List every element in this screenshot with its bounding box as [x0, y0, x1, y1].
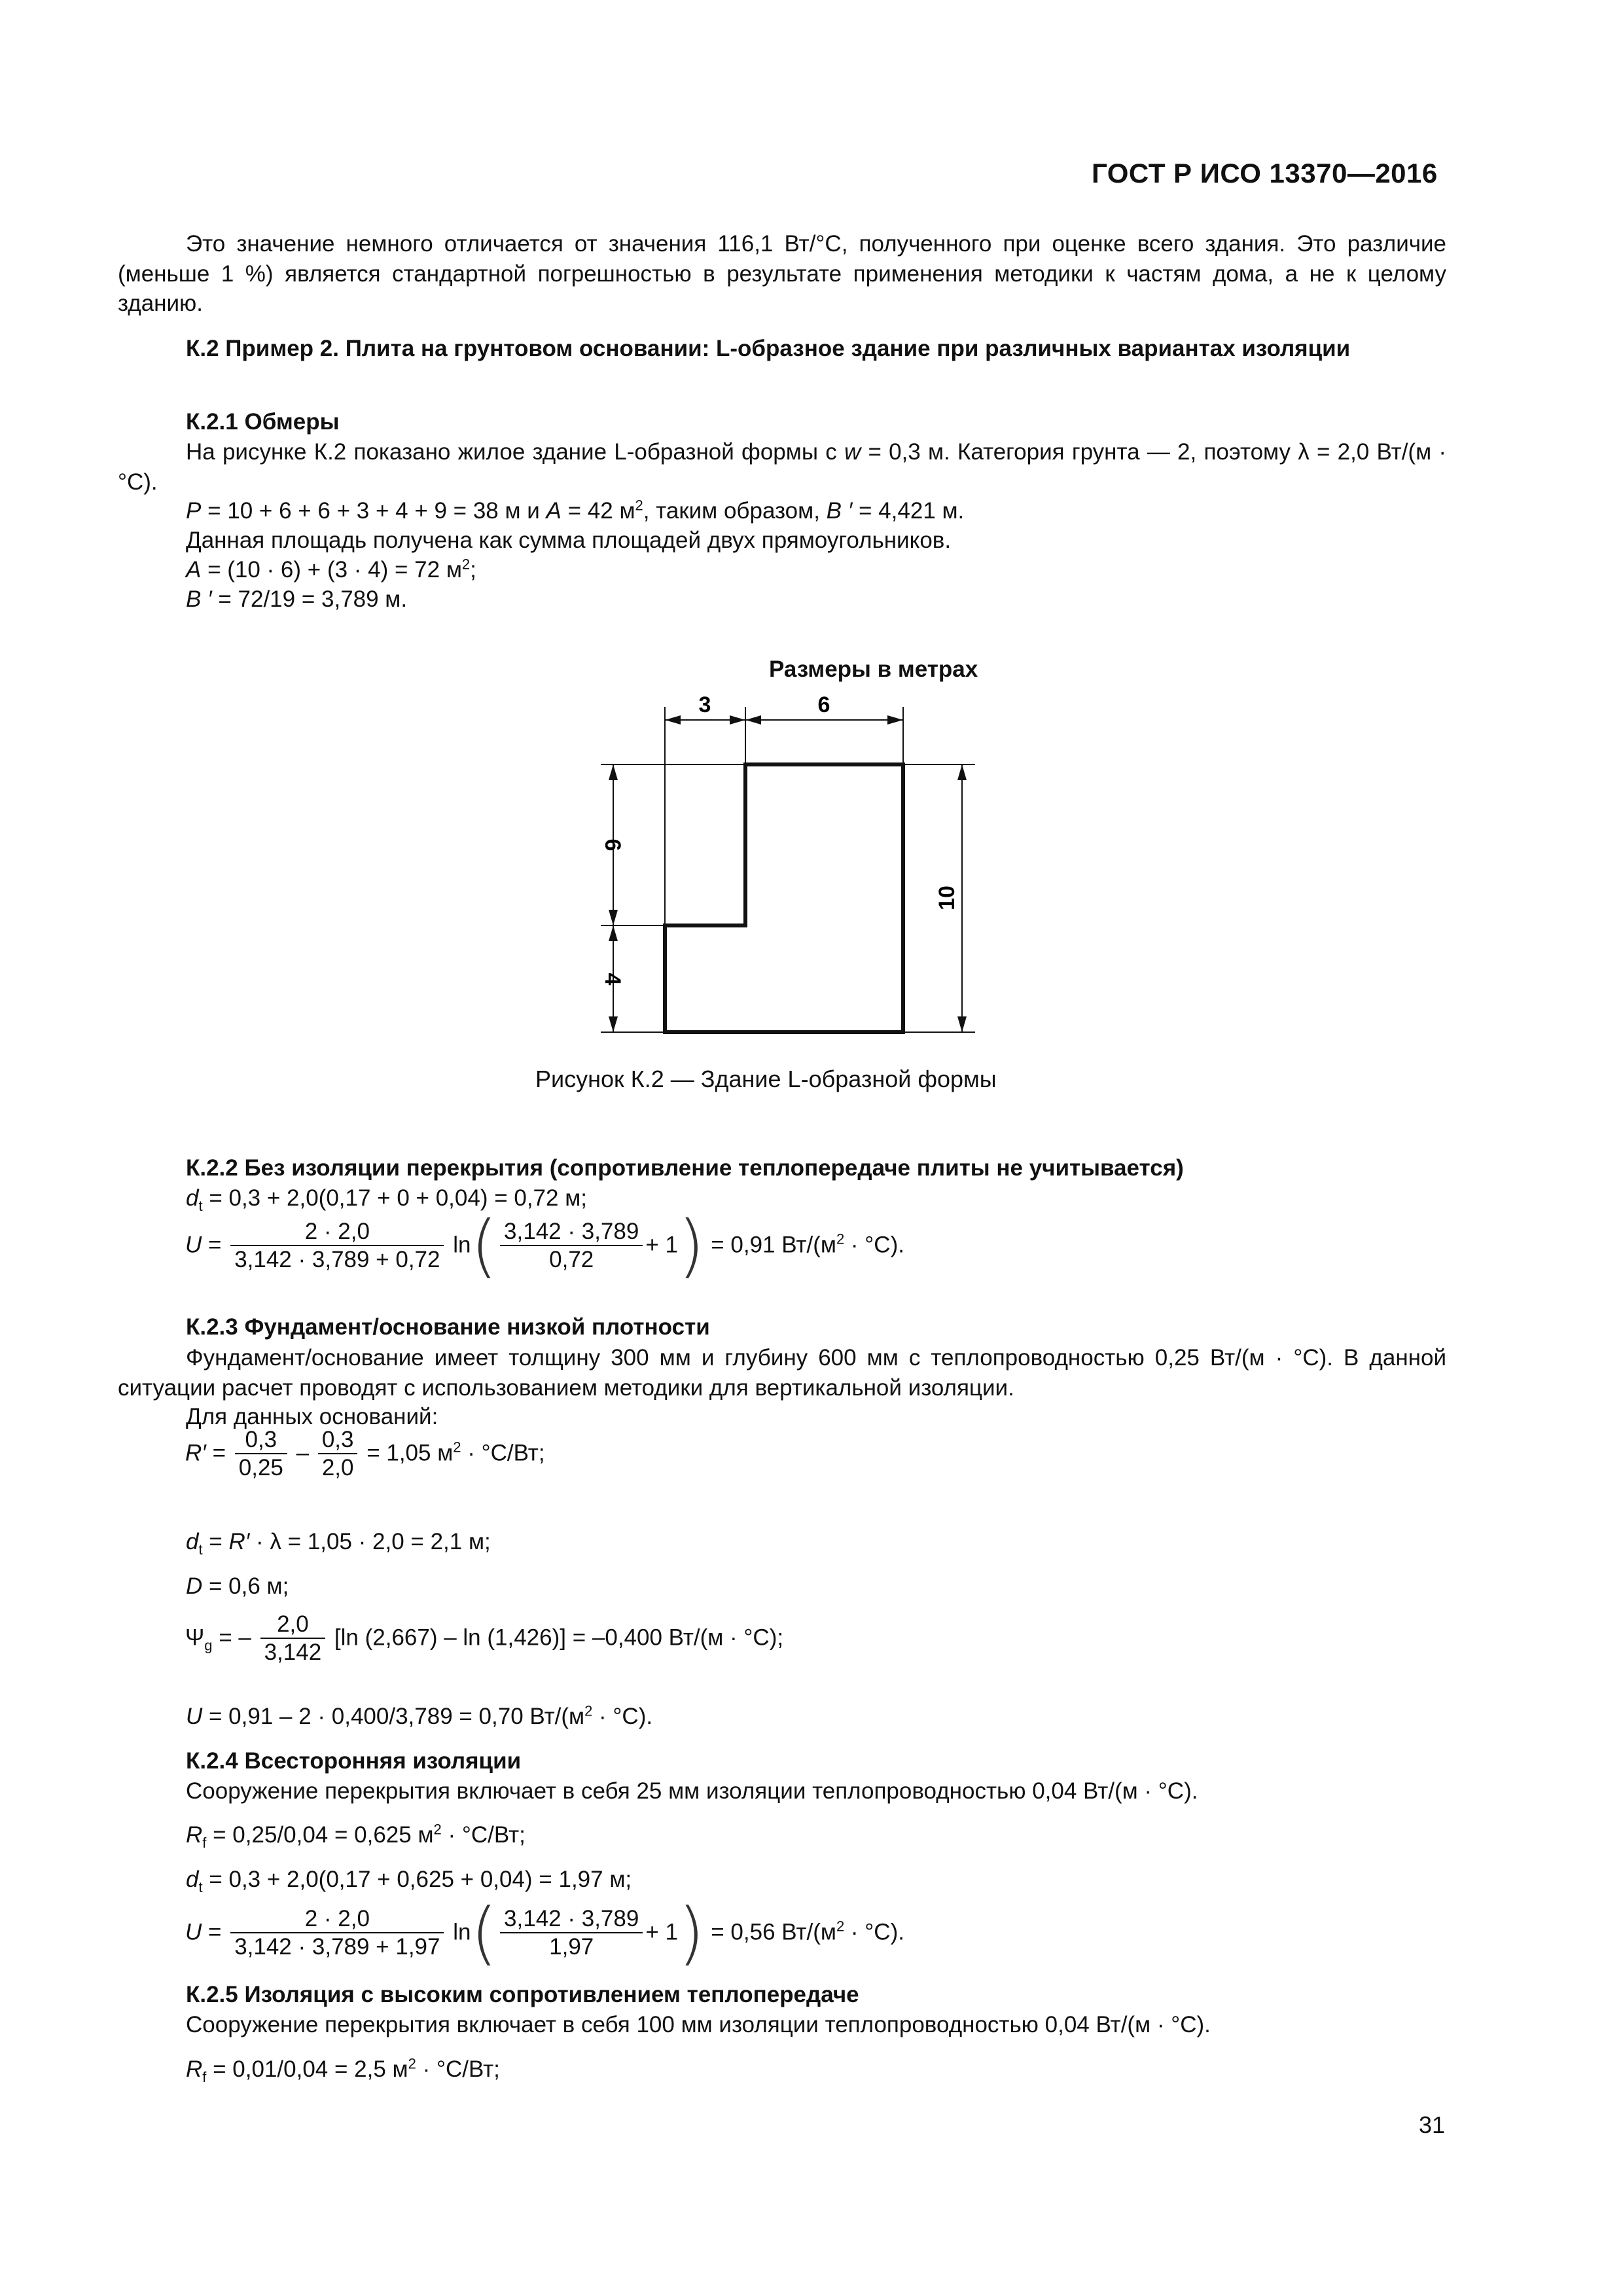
arrow-left-3	[609, 925, 618, 941]
k23-r-equation: R′ = $\frac{0,3}{0,25}$ – $\frac{0,3}{2,0}$ = 1,05 $м^2 \cdot ^\circ С/Вт$;	[185, 1427, 545, 1481]
section-k22-heading: К.2.2 Без изоляции перекрытия (сопротивление теплопередаче плиты не учитывается)	[186, 1155, 1184, 1181]
k23-dt-line: $d_t = R' \cdot \lambda = 1,05 \cdot 2,0 = 2,1$ м;	[186, 1529, 491, 1558]
k23-psi-equation: $\Psi_g$ = – $\frac{2,0}{3,142}$ [ln (2,667) – ln (1,426)] = –0,400 Вт/(м · °С);	[185, 1611, 784, 1666]
k24-u-fraction: $\frac{2 \cdot 2,0}{3,142 \cdot 3,789 + 1,97}$	[230, 1906, 444, 1961]
section-k25-heading: К.2.5 Изоляция с высоким сопротивлением теплопередаче	[186, 1982, 859, 2007]
k24-paragraph: Сооружение перекрытия включает в себя 25 мм изоляции теплопроводностью 0,04 Вт/(м · °С).	[186, 1778, 1198, 1804]
k23-r-fraction-1: $\frac{0,3}{0,25}$	[235, 1427, 287, 1482]
k22-ln-fraction: $\frac{3,142 \cdot 3,789}{0,72}$	[500, 1219, 643, 1274]
intro-paragraph: Это значение немного отличается от значения 116,1 Вт/°С, полученного при оценке всего здания. Это различие (меньше 1 %) является стандартной погрешностью в результате применения методики к частям дома, а не к целому зданию.	[118, 231, 1446, 316]
building-outline	[665, 764, 903, 1032]
k22-dt-line: $d_t = 0,3 + 2,0(0,17 + 0 + 0,04) = 0,72$ м;	[186, 1185, 587, 1214]
k21-area-note: Данная площадь получена как сумма площадей двух прямоугольников.	[186, 528, 952, 553]
k23-r-fraction-2: $\frac{0,3}{2,0}$	[318, 1427, 358, 1482]
document-header: ГОСТ Р ИСО 13370—2016	[1092, 158, 1438, 188]
dim-label-6-left: 6	[600, 838, 625, 852]
k24-rf-line: $R_f = 0,25/0,04 = 0,625$ $м^2 \cdot ^\circ С/Вт$;	[186, 1821, 526, 1851]
section-k24-heading: К.2.4 Всесторонняя изоляции	[186, 1748, 522, 1774]
k23-paragraph: Фундамент/основание имеет толщину 300 мм и глубину 600 мм с теплопроводностью 0,25 Вт/(м · °С). В данной ситуации расчет проводят с использованием методики для вертикальной изоляции.	[118, 1345, 1446, 1401]
arrow-top-1	[665, 715, 681, 725]
figure-dims-label: Размеры в метрах	[769, 656, 978, 682]
k24-dt-line: $d_t = 0,3 + 2,0(0,17 + 0,625 + 0,04) = 1,97$ м;	[186, 1867, 632, 1895]
arrow-right-2	[957, 1016, 967, 1032]
k22-u-equation: U = $\frac{2 \cdot 2,0}{3,142 \cdot 3,789 + 0,72}$ ln( $\frac{3,142 \cdot 3,789}{0,72}$ + 1) = 0,91 $Вт/(м^2 \cdot ^\circ С)$.	[185, 1206, 904, 1286]
k25-rf-line: $R_f = 0,01/0,04 = 2,5$ $м^2 \cdot ^\circ С/Вт$;	[186, 2055, 500, 2085]
k21-perimeter-line: P = 10 + 6 + 6 + 3 + 4 + 9 = 38 м и A = 42 $м^2$, таким образом, B ′ = 4,421 м.	[186, 497, 965, 524]
page-number: 31	[1419, 2111, 1446, 2138]
arrow-left-4	[609, 1016, 618, 1032]
k23-for-data: Для данных оснований:	[186, 1404, 438, 1429]
dim-label-4: 4	[600, 973, 625, 986]
dim-label-3: 3	[698, 692, 711, 717]
k21-paragraph: На рисунке К.2 показано жилое здание L-образной формы с w = 0,3 м. Категория грунта — 2, поэтому λ = 2,0 Вт/(м · °С).	[118, 439, 1447, 495]
section-k21-heading: К.2.1 Обмеры	[186, 409, 340, 435]
dim-label-6-top: 6	[817, 692, 830, 717]
arrow-top-3	[745, 715, 761, 725]
arrow-left-2	[609, 910, 618, 925]
k22-u-fraction: $\frac{2 \cdot 2,0}{3,142 \cdot 3,789 + 0,72}$	[230, 1219, 444, 1274]
k21-b-equation: B ′ = 72/19 = 3,789 м.	[186, 586, 408, 612]
arrow-top-2	[730, 715, 745, 725]
k23-u-line: U = 0,91 – 2 · 0,400/3,789 = 0,70 $Вт/(м^2 \cdot ^\circ С)$.	[186, 1702, 653, 1729]
arrow-top-4	[887, 715, 903, 725]
k24-u-equation: U = $\frac{2 \cdot 2,0}{3,142 \cdot 3,789 + 1,97}$ ln( $\frac{3,142 \cdot 3,789}{1,97}$ + 1) = 0,56 $Вт/(м^2 \cdot ^\circ С)$.	[185, 1893, 904, 1973]
figure-caption: Рисунок К.2 — Здание L-образной формы	[535, 1066, 997, 1092]
k25-paragraph: Сооружение перекрытия включает в себя 100 мм изоляции теплопроводностью 0,04 Вт/(м · °С).	[186, 2012, 1211, 2037]
section-k2-heading: К.2 Пример 2. Плита на грунтовом основании: L-образное здание при различных вариантах изоляции	[186, 336, 1351, 361]
dim-label-10: 10	[935, 886, 959, 910]
section-k23-heading: К.2.3 Фундамент/основание низкой плотности	[186, 1314, 710, 1340]
k21-area-equation: A = (10 · 6) + (3 · 4) = 72 $м^2$;	[186, 556, 476, 583]
arrow-right-1	[957, 764, 967, 780]
k23-psi-fraction: $\frac{2,0}{3,142}$	[260, 1611, 326, 1666]
arrow-left-1	[609, 764, 618, 780]
k24-ln-fraction: $\frac{3,142 \cdot 3,789}{1,97}$	[500, 1906, 643, 1961]
k23-d-line: D = 0,6 м;	[186, 1573, 289, 1599]
